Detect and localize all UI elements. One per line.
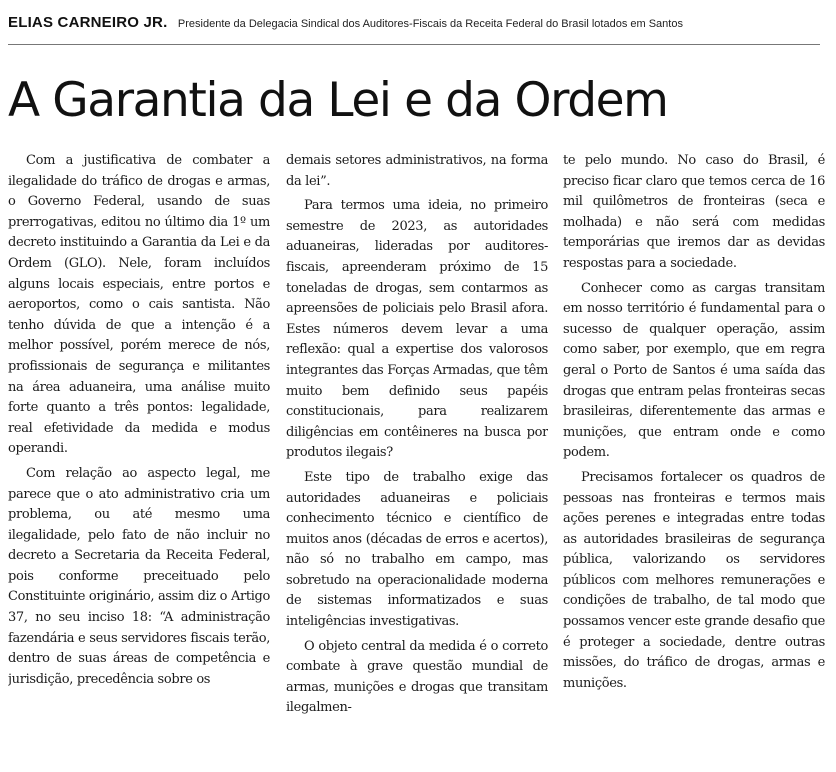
paragraph-continuation: demais setores administrativos, na forma da lei”. [286, 153, 548, 189]
author-role: Presidente da Delegacia Sindical dos Auditores-Fiscais da Receita Federal do Brasil lotados em Santos [177, 18, 683, 30]
paragraph: Para termos uma ideia, no primeiro semestre de 2023, as autoridades aduaneiras, lideradas por auditores-fiscais, apreenderam próximo de 15 toneladas de drogas, sem contarmos as apreensões de policiais pelo Brasil afora. Estes números devem levar a uma reflexão: qual a expertise dos valorosos integrantes das Forças Armadas, que têm muito bem definido seus papéis constitucionais, para realizarem diligências em contêineres na busca por produtos ilegais? [286, 198, 548, 461]
article-column-2 [286, 151, 548, 763]
paragraph: Precisamos fortalecer os quadros de pessoas nas fronteiras e termos mais ações perenes e integradas entre todas as autoridades brasileiras de segurança pública, valorizando os servidores públicos com melhores remunerações e condições de trabalho, de tal modo que possamos vencer este grande desafio que é proteger a sociedade, dentre outras missões, do tráfico de drogas, armas e munições. [563, 469, 825, 691]
paragraph: Conhecer como as cargas transitam em nosso território é fundamental para o sucesso de qualquer operação, assim como saber, por exemplo, que em regra geral o Porto de Santos é uma saída das drogas que entram pelas fronteiras secas brasileiras, diferentemente das armas e munições, que entram onde e como podem. [563, 280, 825, 461]
author-name: ELIAS CARNEIRO JR. [8, 14, 168, 31]
header-divider [8, 44, 820, 45]
paragraph: Este tipo de trabalho exige das autoridades aduaneiras e policiais conhecimento técnico e científico de muitos anos (décadas de erros e acertos), não só no trabalho em campo, mas sobretudo na operacionalidade moderna de sistemas informatizados e suas inteligências investigativas. [286, 469, 548, 630]
paragraph: Com a justificativa de combater a ilegalidade do tráfico de drogas e armas, o Governo Federal, usando de suas prerrogativas, editou no último dia 1º um decreto instituindo a Garantia da Lei e da Ordem (GLO). Nele, foram incluídos alguns locais especiais, entre portos e aeroportos, como o cais santista. Não tenho dúvida de que a intenção é a melhor possível, porém merece de nós, profissionais de segurança e militantes na área aduaneira, uma análise muito forte quanto a três pontos: legalidade, real efetividade da medida e modus operandi. [8, 153, 270, 457]
article-headline: A Garantia da Lei e da Ordem [8, 73, 668, 128]
paragraph-continuation: te pelo mundo. No caso do Brasil, é preciso ficar claro que temos cerca de 16 mil quilômetros de fronteiras (seca e molhada) e não será com medidas temporárias que iremos dar as devidas respostas para a sociedade. [563, 153, 825, 271]
paragraph: O objeto central da medida é o correto combate à grave questão mundial de armas, munições e drogas que transitam ilegalmen- [286, 638, 548, 716]
article-column-3 [563, 151, 825, 763]
article-column-1 [8, 151, 270, 763]
byline [8, 14, 820, 36]
paragraph: Com relação ao aspecto legal, me parece que o ato administrativo cria um problema, ou até mesmo uma ilegalidade, pelo fato de não incluir no decreto a Secretaria da Receita Federal, pois conforme preceituado pelo Constituinte originário, assim diz o Artigo 37, no seu inciso 18: “A administração fazendária e seus servidores fiscais terão, dentro de suas áreas de competência e jurisdição, precedência sobre os [8, 465, 270, 687]
